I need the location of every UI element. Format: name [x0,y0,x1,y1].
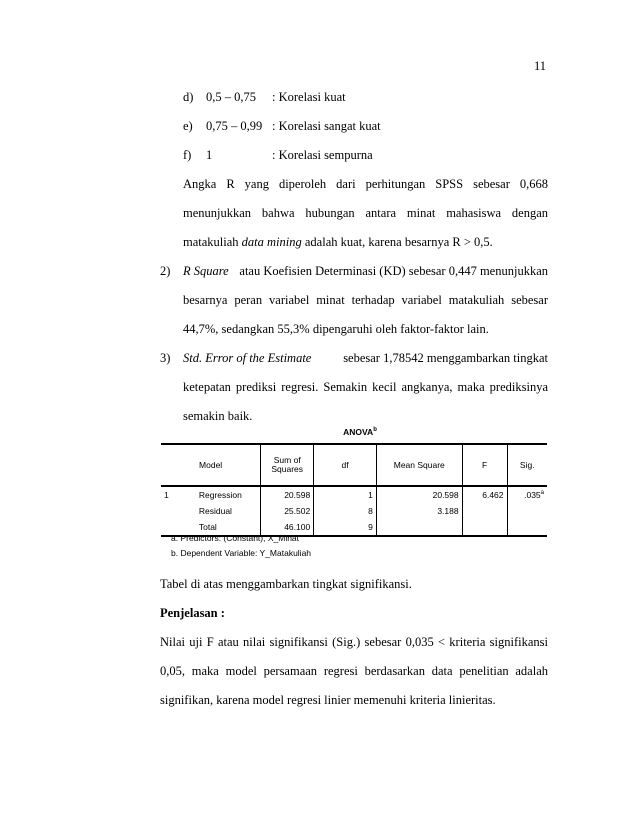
section-heading: Penjelasan : [160,606,225,620]
cell-ms [376,519,462,536]
cell-ss: 20.598 [261,486,314,503]
italic-term: Std. Error of the Estimate [183,351,312,365]
paragraph-line [183,351,548,366]
text-span: adalah kuat, karena besarnya R > 0,5. [301,235,493,249]
page-number: 11 [533,59,546,73]
criteria-range: 0,5 – 0,75 [206,90,256,104]
cell-df: 1 [314,486,377,503]
cell-ss: 46.100 [261,519,314,536]
paragraph-line [183,235,493,250]
criteria-desc: : Korelasi kuat [272,90,346,104]
table-caption: Tabel di atas menggambarkan tingkat signifikansi. [160,577,412,591]
cell-ms: 3.188 [376,503,462,519]
criteria-label: e) [183,119,193,133]
anova-title-text: ANOVA [343,427,374,437]
header-sig: Sig. [507,444,547,486]
model-number: 1 [164,490,169,500]
cell-df: 9 [314,519,377,536]
header-sum-of-squares [261,444,314,486]
cell-ms: 20.598 [376,486,462,503]
table-footnote: a. Predictors: (Constant), X_Minat [171,533,300,543]
criteria-label: d) [183,90,194,104]
model-number-empty [161,503,196,519]
cell-ss: 25.502 [261,503,314,519]
criteria-range: 0,75 – 0,99 [206,119,263,133]
criteria-range: 1 [206,148,213,162]
item-number: 2) [160,264,171,278]
table-row [161,486,547,503]
sig-value: .035 [524,490,541,500]
table-header-row [161,444,547,486]
cell-f: 6.462 [462,486,507,503]
cell-f [462,519,507,536]
header-df: df [314,444,377,486]
cell-sig [507,519,547,536]
header-ss-text: Sum of Squares [271,454,304,474]
row-name: Total [196,519,261,536]
table-row [161,503,547,519]
paragraph-line: 0,05, maka model persamaan regresi berdasarkan data penelitian adalah [160,664,548,678]
paragraph-line: semakin baik. [183,409,253,423]
paragraph-line: signifikan, karena model regresi linier memenuhi kriteria linieritas. [160,693,496,707]
paragraph-line: ketepatan prediksi regresi. Semakin kecil angkanya, maka prediksinya [183,380,548,394]
paragraph-line: 44,7%, sedangkan 55,3% dipengaruhi oleh faktor-faktor lain. [183,322,489,336]
paragraph-line: besarnya peran variabel minat terhadap variabel matakuliah sebesar [183,293,548,307]
paragraph-line: menunjukkan bahwa hubungan antara minat mahasiswa dengan [183,206,548,220]
criteria-desc: : Korelasi sangat kuat [272,119,381,133]
paragraph-line: Nilai uji F atau nilai signifikansi (Sig.) sebesar 0,035 < kriteria signifikansi [160,635,548,649]
cell-df: 8 [314,503,377,519]
paragraph-line: Angka R yang diperoleh dari perhitungan SPSS sebesar 0,668 [183,177,548,191]
italic-term: R Square [183,264,229,278]
header-f: F [462,444,507,486]
cell-sig [507,503,547,519]
criteria-label: f) [183,148,192,162]
text-span: matakuliah [183,235,242,249]
row-name: Regression [198,490,242,500]
header-mean-square: Mean Square [376,444,462,486]
anova-table [161,443,547,537]
criteria-desc: : Korelasi sempurna [272,148,373,162]
cell-f [462,503,507,519]
anova-title [160,427,560,437]
text-span: atau Koefisien Determinasi (KD) sebesar 0,447 menunjukkan [239,264,548,278]
table-footnote: b. Dependent Variable: Y_Matakuliah [171,548,312,558]
sig-sup: a [540,490,544,497]
italic-term: data mining [241,235,302,249]
row-name: Residual [198,506,232,516]
text-span: sebesar 1,78542 menggambarkan tingkat [343,351,548,365]
paragraph-line [183,264,548,279]
cell-sig [507,486,547,503]
anova-title-sup: b [373,427,377,434]
item-number: 3) [160,351,171,365]
header-model: Model [161,444,261,486]
